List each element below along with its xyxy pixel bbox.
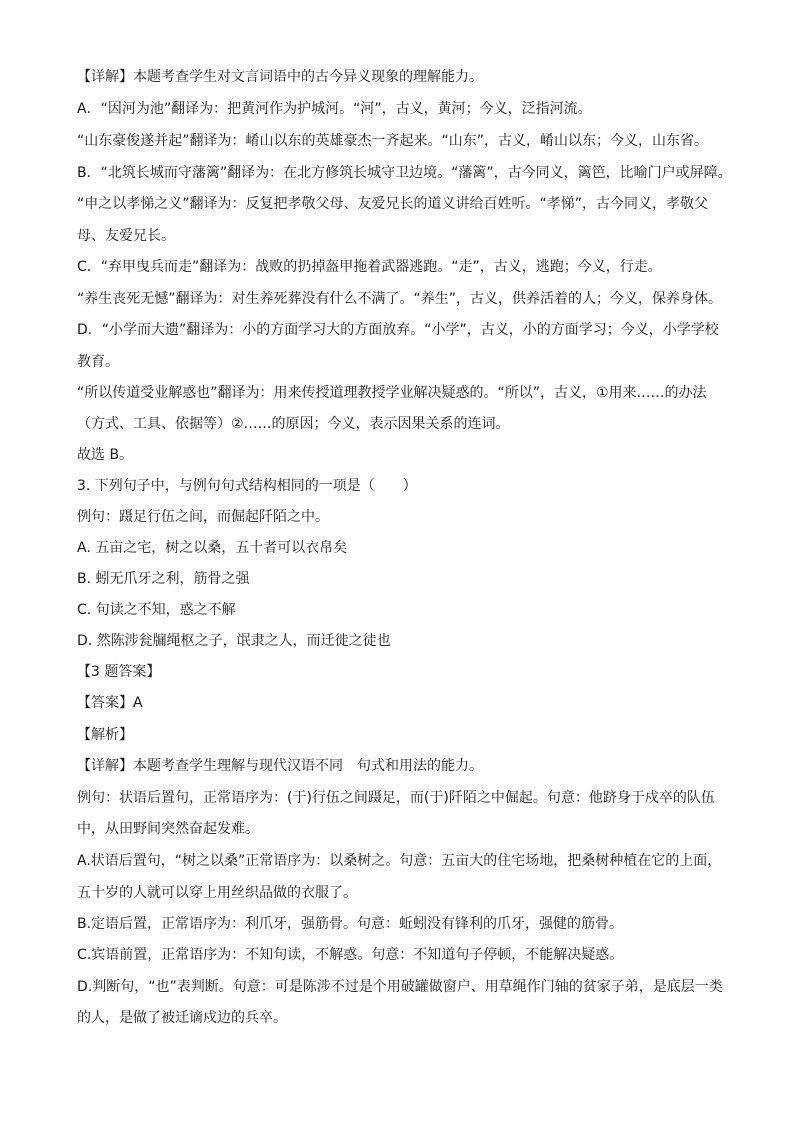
text-line: B．“北筑长城而守藩篱”翻译为：在北方修筑长城守卫边境。“藩篱”，古今同义，篱笆，比喻门户或屏障。 (77, 165, 732, 181)
text-line: D.判断句，“也”表判断。句意：可是陈涉不过是个用破罐做窗户、用草绳作门轴的贫家子弟，是底层一类 (77, 979, 723, 995)
analysis-header: 【解析】 (77, 727, 133, 743)
text-line: 的人，是做了被迁谪戍边的兵卒。 (77, 1010, 287, 1026)
text-line: “所以传道受业解惑也”翻译为：用来传授道理教授学业解决疑惑的。“所以”，古义，①用来……的办法 (77, 385, 707, 401)
text-line: 中，从田野间突然奋起发难。 (77, 821, 259, 837)
text-line: 五十岁的人就可以穿上用丝织品做的衣服了。 (77, 885, 357, 901)
text-line: A．“因河为池”翻译为：把黄河作为护城河。“河”，古义，黄河；今义，泛指河流。 (77, 101, 592, 117)
text-line: 教育。 (77, 354, 119, 370)
answer-header: 【3 题答案】 (77, 664, 161, 680)
text-line: “山东豪俊遂并起”翻译为：崤山以东的英雄豪杰一齐起来。“山东”，古义，崤山以东；今义，山东省。 (77, 133, 709, 149)
example-sentence: 例句：蹑足行伍之间，而倔起阡陌之中。 (77, 509, 329, 525)
text-line: C．“弃甲曳兵而走”翻译为：战败的扔掉盔甲拖着武器逃跑。“走”，古义，逃跑；今义，行走。 (77, 259, 662, 275)
text-line: “申之以孝悌之义”翻译为：反复把孝敬父母、友爱兄长的道义讲给百姓听。“孝悌”，古今同义，孝敬父 (77, 196, 709, 212)
answer-line: 【答案】A (77, 695, 143, 711)
text-line: （方式、工具、依据等）②……的原因；今义，表示因果关系的连词。 (77, 416, 510, 432)
text-line: 例句：状语后置句，正常语序为：(于)行伍之间蹑足，而(于)阡陌之中倔起。句意：他跻身于戍卒的队伍 (77, 790, 715, 806)
option-b: B. 蚓无爪牙之利，筋骨之强 (77, 571, 250, 587)
option-c: C. 句读之不知，惑之不解 (77, 602, 236, 618)
option-d: D. 然陈涉瓮牖绳枢之子，氓隶之人，而迁徙之徒也 (77, 633, 391, 649)
text-line: 母、友爱兄长。 (77, 228, 175, 244)
text-line: D．“小学而大遗”翻译为：小的方面学习大的方面放弃。“小学”，古义，小的方面学习；今义，小学学校 (77, 322, 719, 338)
text-line: A.状语后置句，“树之以桑”正常语序为：以桑树之。句意：五亩大的住宅场地，把桑树种植在它的上面， (77, 853, 722, 869)
text-line: C.宾语前置，正常语序为：不知句读，不解惑。句意：不知道句子停顿，不能解决疑惑。 (77, 947, 624, 963)
text-line: 【详解】本题考查学生对文言词语中的古今异义现象的理解能力。 (77, 69, 483, 85)
text-line: 故选 B。 (77, 447, 134, 463)
option-a: A. 五亩之宅，树之以桑，五十者可以衣帛矣 (77, 540, 348, 556)
text-line: B.定语后置，正常语序为：利爪牙，强筋骨。句意：蚯蚓没有锋利的爪牙，强健的筋骨。 (77, 916, 624, 932)
text-line: 【详解】本题考查学生理解与现代汉语不同 句式和用法的能力。 (77, 758, 483, 774)
text-line: “养生丧死无憾”翻译为：对生养死葬没有什么不满了。“养生”，古义，供养活着的人；今义，保养身体。 (77, 291, 723, 307)
question-title: 3. 下列句子中，与例句句式结构相同的一项是（ ） (77, 478, 417, 494)
